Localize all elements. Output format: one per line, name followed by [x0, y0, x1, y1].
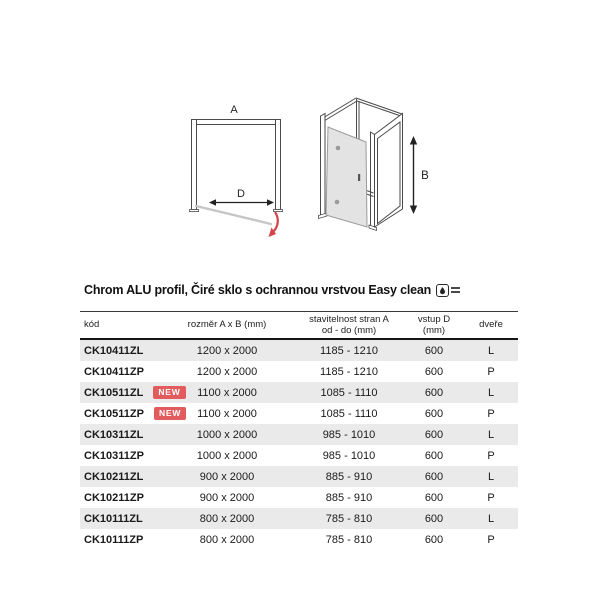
- size-ab: 1200 x 2000: [196, 344, 258, 357]
- adjust-range: 1185 - 1210: [320, 365, 378, 378]
- door-side: P: [487, 365, 495, 378]
- size-ab: 1100 x 2000: [197, 386, 257, 399]
- iso-view-diagram: [300, 85, 440, 245]
- product-code: CK10211ZL: [84, 470, 144, 483]
- table-row: [80, 340, 518, 361]
- dimension-d-arrow: [209, 188, 274, 206]
- adjust-range: 985 - 1010: [322, 449, 376, 462]
- header-dvere: dveře: [479, 319, 503, 331]
- product-table: [80, 311, 518, 550]
- size-ab: 900 x 2000: [199, 470, 255, 483]
- easy-clean-drop-icon: [436, 284, 460, 297]
- door-side: L: [487, 344, 495, 357]
- product-code: CK10311ZL: [84, 428, 144, 441]
- entry-d: 600: [424, 470, 444, 483]
- door-side: P: [487, 533, 495, 546]
- door-side: L: [487, 386, 495, 399]
- hinge-top-icon: [336, 146, 341, 151]
- door-side: L: [487, 512, 495, 525]
- entry-d: 600: [424, 533, 444, 546]
- entry-d: 600: [424, 512, 444, 525]
- product-code: CK10511ZL NEW: [80, 386, 160, 400]
- entry-d: 600: [424, 428, 444, 441]
- table-row: [80, 382, 518, 403]
- product-code: CK10211ZP: [84, 491, 144, 504]
- table-row: [80, 529, 518, 550]
- table-row: [80, 445, 518, 466]
- table-row: [80, 466, 518, 487]
- door-handle-icon: [358, 174, 360, 181]
- size-ab: 1200 x 2000: [196, 365, 258, 378]
- adjust-range: 1085 - 1110: [320, 407, 378, 420]
- dimension-a-label: A: [230, 104, 238, 116]
- entry-d: 600: [424, 344, 444, 357]
- entry-d: 600: [424, 491, 444, 504]
- badge-fine-print: [451, 287, 460, 294]
- drop-badge: [436, 284, 449, 297]
- adjust-range: 885 - 910: [325, 491, 373, 504]
- size-ab: 900 x 2000: [199, 491, 255, 504]
- product-code: CK10411ZP: [84, 365, 144, 378]
- adjust-range: 1185 - 1210: [320, 344, 378, 357]
- adjust-range: 985 - 1010: [322, 428, 376, 441]
- product-code: CK10311ZP: [84, 449, 144, 462]
- door-side: P: [487, 407, 495, 420]
- adjust-range: 1085 - 1110: [320, 386, 378, 399]
- product-code: CK10511ZP NEW: [80, 407, 160, 421]
- new-badge: NEW: [153, 386, 185, 400]
- front-view-diagram: [175, 95, 285, 245]
- entry-d: 600: [424, 365, 444, 378]
- product-code: CK10111ZL: [84, 512, 143, 525]
- page-title: Chrom ALU profil, Čiré sklo s ochrannou vrstvou Easy clean: [84, 283, 432, 297]
- dimension-d-label: D: [237, 188, 245, 200]
- table-row: [80, 403, 518, 424]
- adjust-range: 785 - 810: [325, 512, 373, 525]
- table-row: [80, 361, 518, 382]
- table-row: [80, 508, 518, 529]
- glass-door-panel: [326, 127, 367, 227]
- door-side: L: [487, 470, 495, 483]
- size-ab: 1100 x 2000: [197, 407, 257, 420]
- header-kod: kód: [84, 319, 100, 331]
- door-side: L: [487, 428, 495, 441]
- door-side: P: [487, 449, 495, 462]
- size-ab: 800 x 2000: [199, 533, 255, 546]
- header-rozmer: rozměr A x B (mm): [187, 319, 267, 331]
- size-ab: 1000 x 2000: [196, 428, 258, 441]
- table-body: [80, 340, 518, 550]
- hinge-bottom-icon: [335, 200, 340, 205]
- entry-d: 600: [424, 407, 444, 420]
- door-side: P: [487, 491, 495, 504]
- adjust-range: 785 - 810: [325, 533, 373, 546]
- new-badge: NEW: [154, 407, 186, 421]
- table-header-row: [80, 311, 518, 340]
- entry-d: 600: [424, 449, 444, 462]
- door-frame-outline: [190, 120, 283, 212]
- table-row: [80, 487, 518, 508]
- dimension-b-arrow: [410, 136, 429, 214]
- header-stavitelnost: stavitelnost stran A od - do (mm): [309, 313, 389, 336]
- header-vstup: vstup D (mm): [417, 313, 451, 336]
- table-row: [80, 424, 518, 445]
- product-title-row: [84, 283, 460, 297]
- entry-d: 600: [424, 386, 444, 399]
- product-code: CK10411ZL: [84, 344, 144, 357]
- adjust-range: 885 - 910: [325, 470, 373, 483]
- product-code: CK10111ZP: [84, 533, 144, 546]
- size-ab: 800 x 2000: [199, 512, 255, 525]
- size-ab: 1000 x 2000: [196, 449, 258, 462]
- open-door-line: [196, 206, 271, 224]
- dimension-b-label: B: [421, 170, 429, 182]
